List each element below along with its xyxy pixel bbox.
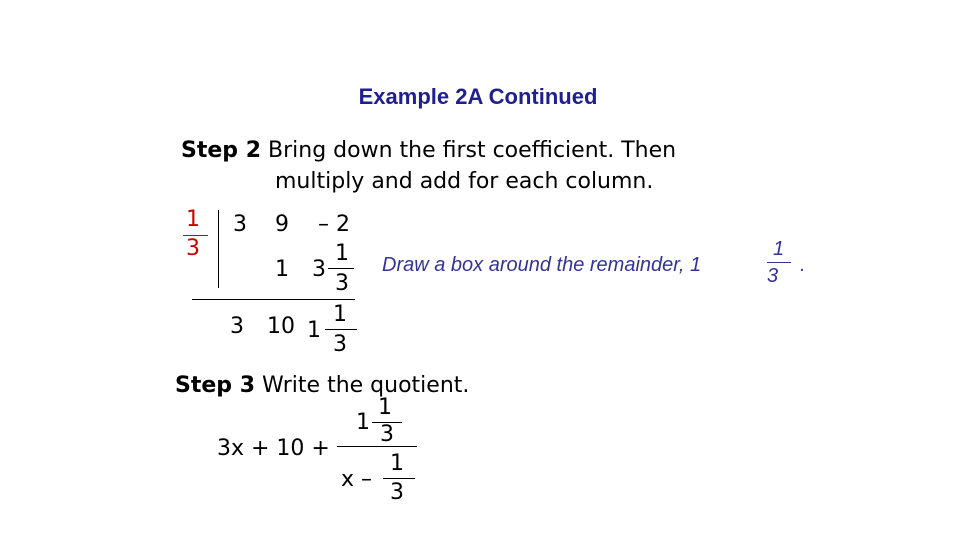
- divisor-numerator: 1: [186, 207, 200, 232]
- step2-line1: [181, 135, 676, 166]
- row2-fraction-bar: [328, 268, 354, 269]
- note-text: Draw a box around the remainder, 1: [382, 254, 702, 276]
- coefficient-1: 3: [233, 212, 247, 237]
- divisor-denominator: 3: [186, 236, 200, 261]
- slide-title: Example 2A Continued: [358, 84, 598, 109]
- quotient-polynomial: 3x + 10 +: [217, 436, 330, 461]
- row2-whole: 3: [312, 257, 326, 282]
- quotient-bottom-denominator: 3: [390, 480, 404, 505]
- step2-label: Step 2: [181, 138, 261, 163]
- quotient-top-numerator: 1: [378, 395, 392, 420]
- note-numerator: 1: [773, 238, 785, 260]
- row3-value-2: 10: [267, 314, 295, 339]
- step3-line: [175, 370, 469, 401]
- row3-value-1: 3: [230, 314, 244, 339]
- quotient-top-denominator: 3: [380, 422, 394, 447]
- quotient-bottom-numerator: 1: [390, 451, 404, 476]
- row2-value-1: 1: [275, 257, 289, 282]
- step2-text-1: Bring down the first coefficient. Then: [268, 138, 677, 163]
- note-denominator: 3: [767, 265, 779, 287]
- step3-text: Write the quotient.: [262, 373, 470, 398]
- step2-text-2: multiply and add for each column.: [275, 169, 654, 194]
- step3-label: Step 3: [175, 373, 255, 398]
- quotient-main-fraction-bar: [337, 446, 417, 447]
- remainder-whole: 1: [307, 318, 321, 343]
- note-fraction-bar: [767, 262, 791, 263]
- row2-numerator: 1: [335, 241, 349, 266]
- remainder-denominator: 3: [333, 332, 347, 357]
- quotient-top-whole: 1: [356, 410, 370, 435]
- quotient-bottom-fraction-bar: [383, 478, 415, 479]
- remainder-fraction-bar: [325, 329, 357, 330]
- note-period: .: [800, 254, 806, 276]
- remainder-numerator: 1: [333, 302, 347, 327]
- division-vertical-bar: [218, 210, 219, 288]
- row2-denominator: 3: [335, 271, 349, 296]
- coefficient-2: 9: [275, 212, 289, 237]
- coefficient-3: – 2: [318, 212, 350, 237]
- division-horizontal-bar: [192, 299, 355, 300]
- quotient-bottom-left: x –: [341, 467, 373, 492]
